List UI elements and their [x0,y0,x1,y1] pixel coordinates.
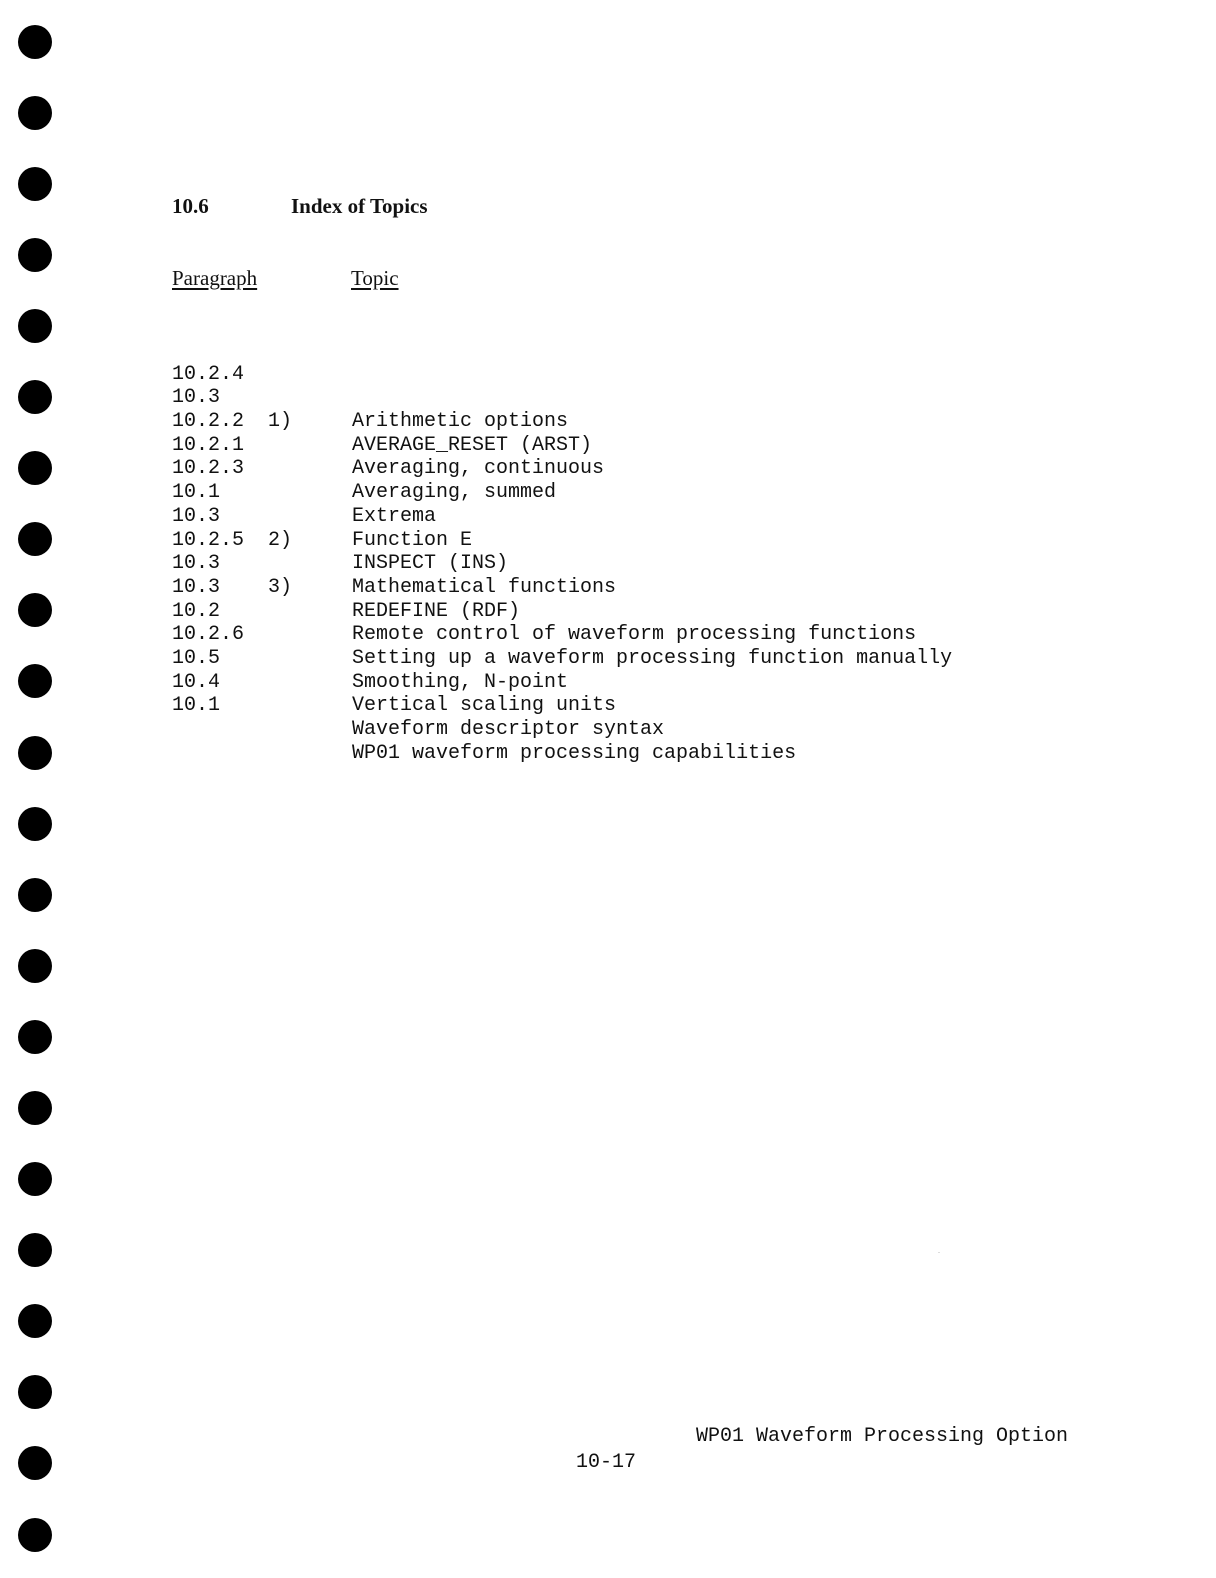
column-header-topic: Topic [351,266,399,290]
paragraph-number: 10.2.6 [172,623,245,647]
item-number: 2) [268,528,293,552]
topic-name: REDEFINE (RDF) [352,599,521,623]
binder-hole-icon [18,522,52,556]
binder-hole-icon [18,1446,52,1480]
paragraph-number: 10.2.4 [172,362,245,386]
binder-hole-icon [18,1518,52,1552]
topic-name: Arithmetic options [352,410,569,434]
paragraph-number: 10.1 [172,694,221,718]
footer-document-title: WP01 Waveform Processing Option [696,1425,1069,1448]
binder-hole-icon [18,1020,52,1054]
topic-name: INSPECT (INS) [352,552,509,576]
topic-name: Extrema [352,504,437,528]
binder-hole-icon [18,1091,52,1125]
topic-name: Mathematical functions [352,575,617,599]
section-number: 10.6 [172,194,209,218]
paragraph-number: 10.1 [172,481,221,505]
paragraph-number: 10.2.5 [172,528,245,552]
binder-hole-icon [18,1233,52,1267]
topic-name: Waveform descriptor syntax [352,718,665,742]
index-list [172,339,972,765]
topic-name: Averaging, continuous [352,457,605,481]
paragraph-number: 10.2.1 [172,433,245,457]
item-number: 1) [268,410,293,434]
paragraph-number: 10.3 [172,552,221,576]
binder-hole-icon [18,380,52,414]
topic-name: Smoothing, N-point [352,670,569,694]
binder-hole-icon [18,664,52,698]
topic-name: Remote control of waveform processing functions [352,623,917,647]
topic-name: AVERAGE_RESET (ARST) [352,433,593,457]
binder-hole-icon [18,1304,52,1338]
binder-hole-icon [18,878,52,912]
paragraph-number: 10.4 [172,670,221,694]
paragraph-number: 10.3 [172,386,221,410]
binder-hole-icon [18,1162,52,1196]
topic-name: Averaging, summed [352,481,557,505]
topic-name: Setting up a waveform processing function manually [352,646,953,670]
paragraph-number: 10.2.2 [172,410,245,434]
topic-name: WP01 waveform processing capabilities [352,741,797,765]
column-header-paragraph: Paragraph [172,266,258,290]
section-heading [172,194,428,269]
binder-hole-icon [18,238,52,272]
binder-hole-icon [18,25,52,59]
binder-hole-icon [18,949,52,983]
binder-hole-icon [18,736,52,770]
paragraph-number: 10.5 [172,646,221,670]
topic-name: Function E [352,528,473,552]
paragraph-number: 10.3 [172,504,221,528]
binder-hole-icon [18,451,52,485]
item-number: 3) [268,575,293,599]
paragraph-number: 10.2.3 [172,457,245,481]
binder-hole-icon [18,96,52,130]
paragraph-number: 10.2 [172,599,221,623]
topic-name: Vertical scaling units [352,694,617,718]
binder-hole-icon [18,807,52,841]
page-number: 10-17 [576,1451,637,1474]
paragraph-number: 10.3 [172,575,221,599]
binder-hole-icon [18,1375,52,1409]
binder-hole-icon [18,593,52,627]
binder-hole-icon [18,309,52,343]
section-title: Index of Topics [291,194,428,218]
scan-speck [938,1252,940,1253]
binder-hole-icon [18,167,52,201]
